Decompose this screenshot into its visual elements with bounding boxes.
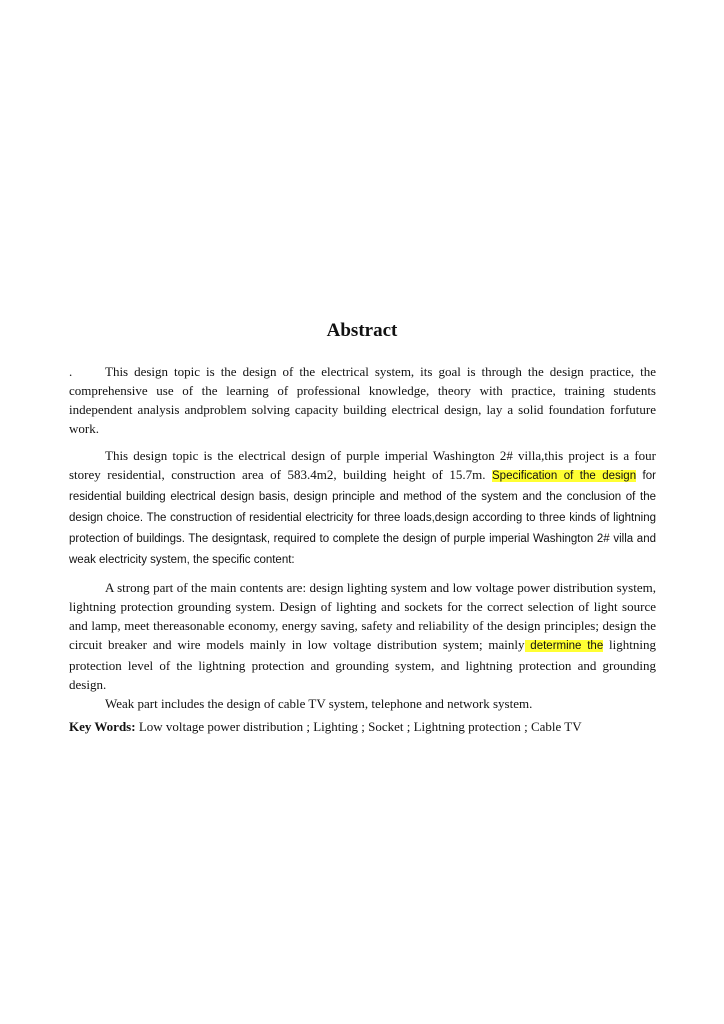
keywords-label: Key Words: <box>69 719 136 734</box>
paragraph-2 <box>69 446 656 570</box>
paragraph-3 <box>69 578 656 694</box>
page-title: Abstract <box>326 320 398 341</box>
paragraph-4 <box>69 694 656 713</box>
highlighted-text: determine the <box>524 640 604 652</box>
paragraph-3-text-a: A strong part of the main contents are: design lighting system and low voltage power distribution system, lightning protection grounding system. Design of lighting and sockets for the correct selection of light source and lamp, meet thereasonable economy, energy saving, safety and reliability of the design principles; design the circuit breaker and wire models mainly in low voltage distribution system; mainly <box>69 580 656 652</box>
paragraph-1-lead: . <box>69 364 73 379</box>
paragraph-2-text-a: This design topic is the electrical design of purple imperial Washington 2# villa,this project is a four storey residential, construction area of 583.4m2, building height of 15.7m. <box>69 448 656 482</box>
paragraph-4-text: Weak part includes the design of cable TV system, telephone and network system. <box>105 696 533 711</box>
paragraph-3-text-b: lightning protection level of the lightning protection and grounding system, and lightning protection and grounding design. <box>69 637 656 692</box>
paragraph-1-text: This design topic is the design of the electrical system, its goal is through the design practice, the comprehensive use of the learning of professional knowledge, theory with practice, training students independent analysis andproblem solving capacity building electrical design, lay a solid foundation forfuture work. <box>69 364 656 436</box>
highlighted-text: Specification of the design <box>492 470 637 482</box>
abstract-body <box>69 362 656 741</box>
keywords-line <box>69 713 656 741</box>
keywords-text: Low voltage power distribution ; Lighting ; Socket ; Lightning protection ; Cable TV <box>135 719 582 734</box>
paragraph-1 <box>69 362 656 438</box>
paragraph-2-text-b: for residential building electrical design basis, design principle and method of the system and the conclusion of the design choice. The construction of residential electricity for three loads,design according to three kinds of lightning protection of buildings. The designtask, required to complete the design of purple imperial Washington 2# villa and weak electricity system, the specific content: <box>69 470 656 566</box>
